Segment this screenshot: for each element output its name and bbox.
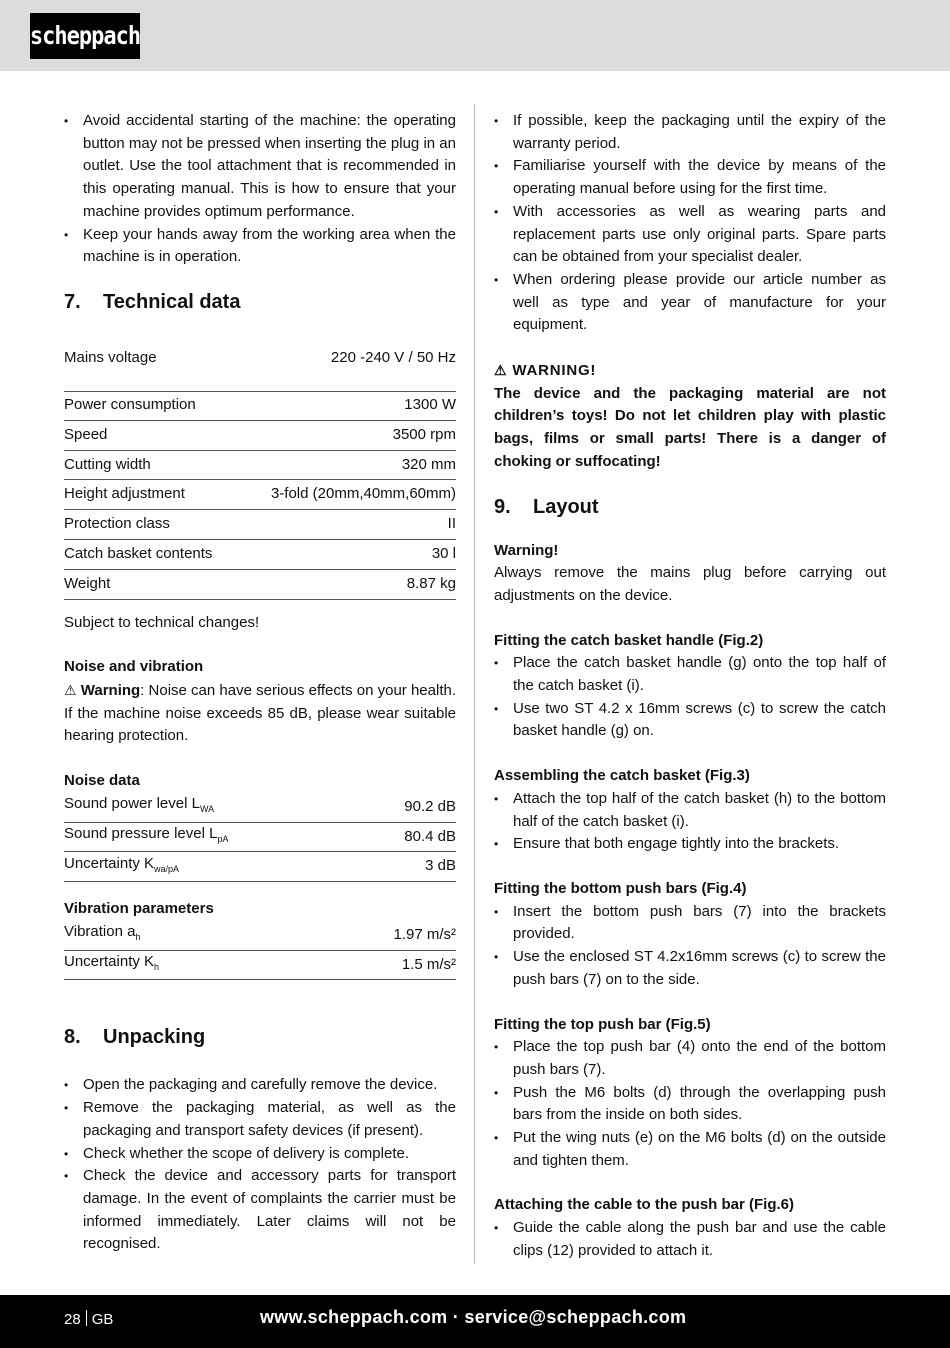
list-item: • Place the catch basket handle (g) onto the top half of the catch basket (i).	[494, 652, 886, 697]
table-row: Uncertainty $K_{wa/pA}$ 3 dB	[64, 852, 456, 882]
vibration-table	[64, 921, 456, 981]
layout-warning-text: Always remove the mains plug before carrying out adjustments on the device.	[494, 564, 886, 604]
warning-triangle-icon: ⚠	[64, 681, 77, 698]
table-row: Height adjustment 3-fold (20mm,40mm,60mm)	[64, 480, 456, 510]
list-item: • If possible, keep the packaging until the expiry of the warranty period.	[494, 110, 886, 155]
layout-warning-title: Warning!	[494, 541, 559, 559]
table-row: Mains voltage 220 -240 V / 50 Hz	[64, 348, 456, 366]
list-item: • With accessories as well as wearing parts and replacement parts use only original parts. Spare parts can be obtained from your specialist dealer.	[494, 201, 886, 269]
scheppach-logo: scheppach	[30, 13, 140, 59]
subsection-heading: Fitting the top push bar (Fig.5)	[494, 1015, 711, 1033]
subsection-heading: Fitting the catch basket handle (Fig.2)	[494, 631, 764, 649]
list-item: • Open the packaging and carefully remove the device.	[64, 1074, 456, 1097]
page-header	[0, 0, 950, 71]
list-item: • Ensure that both engage tightly into the brackets.	[494, 833, 886, 856]
list-item: • When ordering please provide our article number as well as type and year of manufacture for your equipment.	[494, 269, 886, 337]
section-9-heading: 9. Layout	[494, 495, 599, 518]
subsection-bullets	[494, 652, 886, 743]
noise-data-heading: Noise data	[64, 772, 140, 790]
noise-warning-text: ⚠ Warning: Noise can have serious effects on your health. If the machine noise exceeds 85 dB, please wear suitable hearing protection.	[64, 681, 456, 745]
right-column	[494, 110, 886, 1263]
list-item: • Check whether the scope of delivery is complete.	[64, 1143, 456, 1166]
page-indicator	[64, 1310, 113, 1328]
packaging-bullets	[494, 110, 886, 337]
language-code: GB	[91, 1311, 114, 1328]
technical-data-table	[64, 343, 456, 600]
subsection-heading: Attaching the cable to the push bar (Fig.6)	[494, 1196, 795, 1214]
list-item: • Keep your hands away from the working area when the machine is in operation.	[64, 224, 456, 269]
table-row: Sound pressure level $L_{pA}$ 80.4 dB	[64, 823, 456, 853]
table-row: Sound power level $L_{WA}$ 90.2 dB	[64, 793, 456, 823]
noise-data-table	[64, 793, 456, 882]
list-item: • Push the M6 bolts (d) through the overlapping push bars from the inside on both sides.	[494, 1082, 886, 1127]
footer-separator	[86, 1310, 87, 1326]
list-item: • Guide the cable along the push bar and use the cable clips (12) provided to attach it.	[494, 1217, 886, 1262]
list-item: • Familiarise yourself with the device by means of the operating manual before using for the first time.	[494, 155, 886, 200]
subsection-bullets	[494, 1036, 886, 1172]
contact-links[interactable]: www.scheppach.com · service@scheppach.com	[260, 1307, 687, 1327]
warning-title: ⚠ WARNING!	[494, 362, 597, 380]
subsection-bullets	[494, 788, 886, 856]
child-warning-text: The device and the packaging material are not children’s toys! Do not let children play with plastic bags, films or small parts! There is a danger of choking or suffocating!	[494, 384, 886, 470]
section-8-heading: 8. Unpacking	[64, 1026, 206, 1049]
table-row: Vibration $a_h$ 1.97 m/s²	[64, 921, 456, 951]
list-item: • Place the top push bar (4) onto the end of the bottom push bars (7).	[494, 1036, 886, 1081]
vibration-heading: Vibration parameters	[64, 900, 214, 918]
table-row: Catch basket contents 30 l	[64, 540, 456, 570]
table-row: Power consumption 1300 W	[64, 391, 456, 421]
list-item: • Insert the bottom push bars (7) into the brackets provided.	[494, 901, 886, 946]
list-item: • Attach the top half of the catch basket (h) to the bottom half of the catch basket (i).	[494, 788, 886, 833]
subsection-bullets	[494, 1217, 886, 1262]
column-divider	[474, 104, 475, 1264]
subsection-bullets	[494, 901, 886, 992]
warning-triangle-icon: ⚠	[494, 362, 508, 379]
section-7-heading: 7. Technical data	[64, 290, 241, 313]
table-row: Uncertainty $K_h$ 1.5 m/s²	[64, 951, 456, 981]
subsection-heading: Fitting the bottom push bars (Fig.4)	[494, 879, 747, 897]
list-item: • Use the enclosed ST 4.2x16mm screws (c) to screw the push bars (7) on to the side.	[494, 946, 886, 991]
list-item: • Remove the packaging material, as well as the packaging and transport safety devices (if present).	[64, 1097, 456, 1142]
safety-bullets	[64, 110, 456, 269]
unpacking-bullets	[64, 1074, 456, 1256]
page-number: 28	[64, 1311, 81, 1328]
subsection-heading: Assembling the catch basket (Fig.3)	[494, 767, 750, 785]
left-column	[64, 110, 456, 1256]
noise-vibration-heading: Noise and vibration	[64, 658, 204, 676]
list-item: • Avoid accidental starting of the machine: the operating button may not be pressed when inserting the plug in an outlet. Use the tool attachment that is recommended in this operating manual. This is how to ensure that your machine provides optimum performance.	[64, 110, 456, 224]
subject-to-changes-note: Subject to technical changes!	[64, 613, 260, 631]
list-item: • Check the device and accessory parts for transport damage. In the event of complaints the carrier must be informed immediately. Later claims will not be recognised.	[64, 1165, 456, 1256]
table-row: Cutting width 320 mm	[64, 451, 456, 481]
table-row: Protection class II	[64, 510, 456, 540]
page-footer	[0, 1295, 950, 1348]
table-row: Weight 8.87 kg	[64, 570, 456, 600]
list-item: • Use two ST 4.2 x 16mm screws (c) to screw the catch basket handle (g) on.	[494, 698, 886, 743]
list-item: • Put the wing nuts (e) on the M6 bolts (d) on the outside and tighten them.	[494, 1127, 886, 1172]
table-row: Speed 3500 rpm	[64, 421, 456, 451]
